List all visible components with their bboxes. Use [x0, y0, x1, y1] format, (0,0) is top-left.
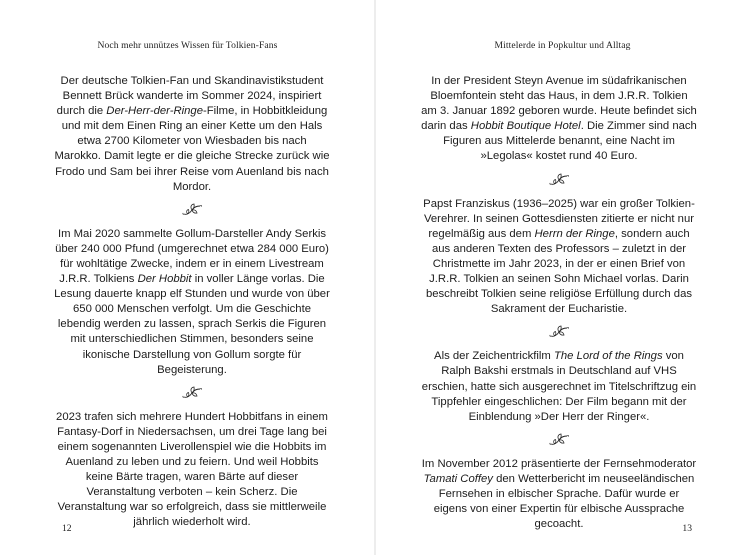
- italic-title-text: Der Hobbit: [137, 273, 192, 286]
- paragraph: [421, 349, 697, 424]
- body-text: Der deutsche Tolkien-Fan und Skandinavistikstudent Bennett Brück wanderte im Sommer 2024, inspiriert durch die: [56, 75, 324, 118]
- leaf-vine-ornament-icon: [548, 173, 570, 187]
- leaf-vine-ornament-icon: [548, 433, 570, 447]
- paragraph: [54, 74, 330, 195]
- leaf-vine-ornament-icon: [548, 325, 570, 339]
- page-number: 13: [682, 523, 692, 534]
- leaf-vine-ornament-icon: [181, 203, 203, 217]
- leaf-vine-ornament-icon: [181, 386, 203, 400]
- body-text: von Ralph Bakshi erstmals in Deutschland auf VHS erschien, hatte sich ausgerechnet im Titelschriftzug ein Tippfehler eingeschlichen: Der Film begann mit der Einblendung »Der Herr der Ringer«.: [421, 350, 697, 423]
- paragraph: [421, 74, 697, 165]
- running-head: Noch mehr unnützes Wissen für Tolkien-Fans: [97, 40, 278, 51]
- italic-title-text: The Lord of the Rings: [553, 350, 663, 363]
- paragraph: [54, 410, 330, 531]
- body-text: den Wetterbericht im neuseeländischen Fernsehen in elbischer Sprache. Dafür wurde er eigens von einer Expertin für elbische Aussprache gecoacht.: [433, 472, 695, 531]
- paragraph: [54, 227, 330, 378]
- page-content: [54, 74, 330, 530]
- running-head: Mittelerde in Popkultur und Alltag: [494, 40, 631, 51]
- body-text: Als der Zeichentrickfilm: [434, 350, 554, 363]
- body-text: Im Mai 2020 sammelte Gollum-Darsteller Andy Serkis über 240 000 Pfund (umgerechnet etwa 284 000 Euro) für wohltätige Zwecke, indem er in einem Livestream J.R.R. Tolkiens: [55, 227, 329, 286]
- italic-title-text: Der-Herr-der-Ringe: [106, 105, 203, 118]
- right-page: [375, 0, 750, 555]
- italic-title-text: Herrn der Ringe: [534, 227, 615, 240]
- body-text: , sondern auch aus anderen Texten des Professors – zuletzt in der Christmette im Jahr 2023, in der er einen Brief von J.R.R. Tolkien an seinen Sohn Michael vorlas. Darin beschreibt Tolkien seine religiöse Erfüllung durch das Sakrament der Eucharistie.: [425, 227, 693, 316]
- italic-title-text: Hobbit Boutique Hotel: [470, 120, 581, 133]
- body-text: In der President Steyn Avenue im südafrikanischen Bloemfontein steht das Haus, in dem J.R.R. Tolkien am 3. Januar 1892 geboren wurde. Heute befindet sich darin das: [421, 75, 697, 133]
- paragraph: [421, 457, 697, 532]
- italic-title-text: Tamati Coffey: [423, 472, 493, 485]
- page-number: 12: [62, 523, 72, 534]
- body-text: -Filme, in Hobbitkleidung und mit dem Einen Ring an einer Kette um den Hals etwa 2700 Kilometer von Wiesbaden bis nach Marokko. Damit legte er die gleiche Strecke zurück wie Frodo und Sam bei ihrer Reise vom Auenland bis nach Mordor.: [54, 105, 330, 193]
- body-text: . Die Zimmer sind nach Figuren aus Mittelerde benannt, eine Nacht im »Legolas« kostet rund 40 Euro.: [443, 120, 697, 163]
- body-text: 2023 trafen sich mehrere Hundert Hobbitfans in einem Fantasy-Dorf in Niedersachsen, um drei Tage lang bei einem sogenannten Liverollenspiel wie die Hobbits im Auenland zu leben und zu feiern. Und weil Hobbits keine Bärte tragen, waren Bärte auf dieser Veranstaltung verboten – kein Scherz. Die Veranstaltung war so erfolgreich, dass sie mittlerweile jährlich wiederholt wird.: [56, 410, 328, 529]
- body-text: Papst Franziskus (1936–2025) war ein großer Tolkien-Verehrer. In seinen Gottesdiensten zitierte er nicht nur regelmäßig aus dem: [423, 197, 695, 240]
- body-text: in voller Länge vorlas. Die Lesung dauerte knapp elf Stunden und wurde von über 650 000 Menschen verfolgt. Um die Geschichte lebendig werden zu lassen, sprach Serkis die Figuren mit unterschiedlichen Stimmen, besonders seine ikonische Darstellung von Gollum sorgte für Begeisterung.: [54, 273, 330, 376]
- paragraph: [421, 197, 697, 318]
- page-content: [421, 74, 697, 532]
- body-text: Im November 2012 präsentierte der Fernsehmoderator: [421, 457, 697, 470]
